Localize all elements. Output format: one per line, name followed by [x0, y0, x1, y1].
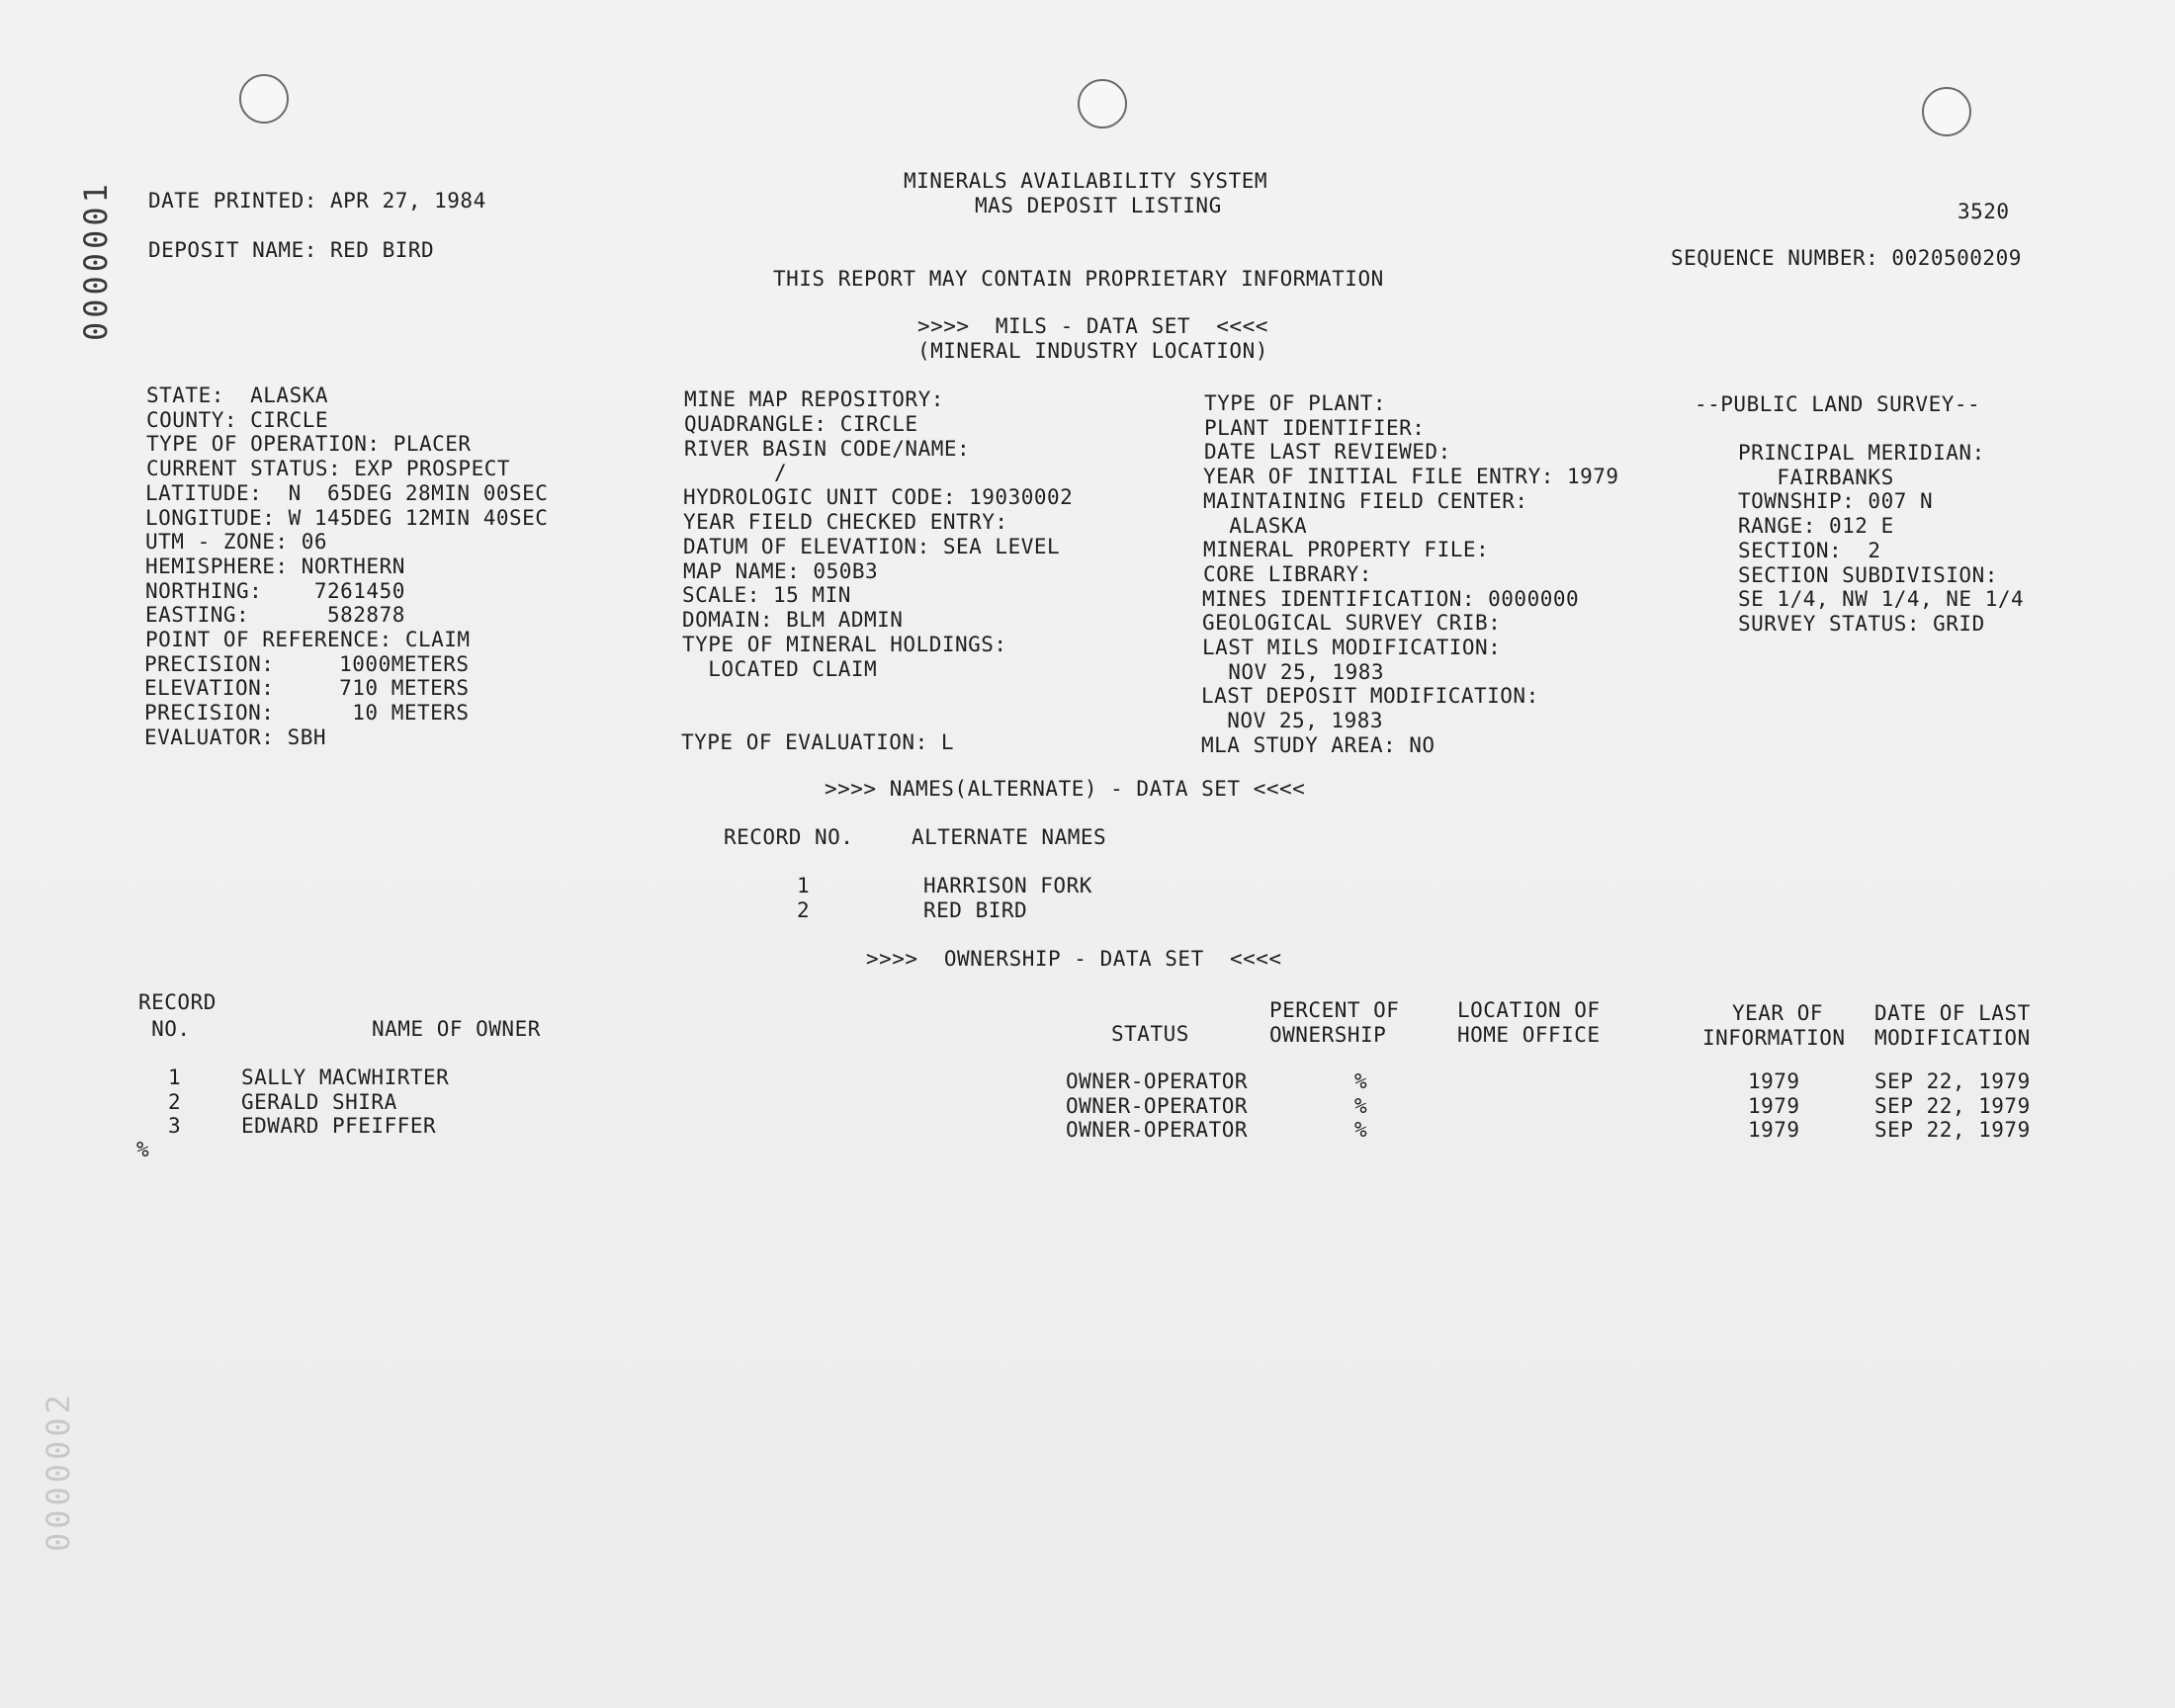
alternate-name: RED BIRD	[923, 898, 1028, 922]
mils-field-line: CURRENT STATUS: EXP PROSPECT	[146, 457, 511, 480]
mils-field-line: TYPE OF EVALUATION: L	[681, 730, 955, 754]
own-hdr-location-2: HOME OFFICE	[1457, 1023, 1601, 1047]
owner-percent: %	[1354, 1094, 1368, 1118]
mils-field-line: TYPE OF MINERAL HOLDINGS:	[682, 633, 1007, 656]
mils-field-line: TYPE OF OPERATION: PLACER	[146, 432, 472, 456]
mils-field-line: YEAR FIELD CHECKED ENTRY:	[683, 510, 1008, 534]
mils-field-line: NOV 25, 1983	[1201, 709, 1384, 732]
land-survey-line: RANGE: 012 E	[1738, 514, 1894, 538]
alternate-name: HARRISON FORK	[923, 874, 1092, 897]
mils-field-line: PRECISION: 1000METERS	[144, 652, 470, 676]
date-printed: DATE PRINTED: APR 27, 1984	[148, 189, 486, 213]
land-survey-line: SE 1/4, NW 1/4, NE 1/4	[1738, 587, 2025, 611]
land-survey-line: SECTION: 2	[1738, 539, 1881, 562]
owner-record-number: 3	[168, 1114, 182, 1138]
owner-name: GERALD SHIRA	[241, 1090, 397, 1114]
names-heading: >>>> NAMES(ALTERNATE) - DATA SET <<<<	[825, 777, 1306, 801]
mils-field-line: PLANT IDENTIFIER:	[1204, 416, 1426, 440]
mils-field-line: ALASKA	[1203, 514, 1308, 538]
punch-hole-center	[1078, 79, 1127, 128]
mils-field-line: CORE LIBRARY:	[1203, 562, 1372, 586]
owner-status: OWNER-OPERATOR	[1066, 1094, 1249, 1118]
names-col-names: ALTERNATE NAMES	[912, 825, 1107, 849]
owner-year: 1979	[1748, 1118, 1800, 1142]
proprietary-notice: THIS REPORT MAY CONTAIN PROPRIETARY INFORMATION	[773, 267, 1384, 291]
mils-field-line: MAP NAME: 050B3	[683, 559, 879, 583]
owner-modified-date: SEP 22, 1979	[1874, 1118, 2031, 1142]
ownership-footnote: %	[136, 1138, 150, 1161]
mils-field-line: LAST MILS MODIFICATION:	[1202, 636, 1502, 659]
owner-status: OWNER-OPERATOR	[1066, 1118, 1249, 1142]
owner-modified-date: SEP 22, 1979	[1874, 1094, 2031, 1118]
record-number: 1	[797, 874, 811, 897]
own-hdr-year-2: INFORMATION	[1702, 1026, 1846, 1050]
own-hdr-date-1: DATE OF LAST	[1874, 1001, 2031, 1025]
owner-record-number: 1	[168, 1066, 182, 1089]
mils-heading: >>>> MILS - DATA SET <<<<	[917, 314, 1268, 338]
mils-field-line: /	[683, 461, 788, 484]
mils-field-line: DATE LAST REVIEWED:	[1204, 440, 1451, 464]
mils-field-line: COUNTY: CIRCLE	[146, 408, 329, 432]
mils-field-line: RIVER BASIN CODE/NAME:	[684, 437, 971, 461]
mils-field-line: MLA STUDY AREA: NO	[1201, 733, 1436, 757]
mils-field-line: EASTING: 582878	[145, 603, 405, 627]
mils-field-line: ELEVATION: 710 METERS	[144, 676, 470, 700]
mils-field-line: SCALE: 15 MIN	[682, 583, 851, 607]
mils-field-line: MINE MAP REPOSITORY:	[684, 387, 944, 411]
mils-field-line: POINT OF REFERENCE: CLAIM	[145, 628, 471, 651]
names-col-record: RECORD NO.	[724, 825, 854, 849]
mils-field-line: DOMAIN: BLM ADMIN	[682, 608, 904, 632]
land-survey-line: SECTION SUBDIVISION:	[1738, 563, 1998, 587]
margin-code-bottom: 0000002	[40, 1391, 77, 1552]
mils-field-line: MAINTAINING FIELD CENTER:	[1203, 489, 1528, 513]
own-hdr-year-1: YEAR OF	[1732, 1001, 1824, 1025]
margin-code-top: 0000001	[77, 180, 115, 341]
owner-year: 1979	[1748, 1069, 1800, 1093]
deposit-name: DEPOSIT NAME: RED BIRD	[148, 238, 435, 262]
mils-field-line: DATUM OF ELEVATION: SEA LEVEL	[683, 535, 1061, 558]
owner-name: EDWARD PFEIFFER	[241, 1114, 437, 1138]
mils-field-line: QUADRANGLE: CIRCLE	[684, 412, 918, 436]
owner-year: 1979	[1748, 1094, 1800, 1118]
page-number: 3520	[1958, 200, 2010, 223]
own-hdr-record-2: NO.	[138, 1017, 191, 1041]
land-survey-line: TOWNSHIP: 007 N	[1738, 489, 1934, 513]
mils-field-line: LOCATED CLAIM	[682, 657, 878, 681]
mils-field-line: EVALUATOR: SBH	[144, 726, 327, 749]
mils-field-line: LONGITUDE: W 145DEG 12MIN 40SEC	[145, 506, 549, 530]
owner-modified-date: SEP 22, 1979	[1874, 1069, 2031, 1093]
mils-field-line: MINERAL PROPERTY FILE:	[1203, 538, 1490, 561]
owner-percent: %	[1354, 1069, 1368, 1093]
mils-field-line: PRECISION: 10 METERS	[144, 701, 470, 725]
mils-field-line: UTM - ZONE: 06	[145, 530, 328, 554]
mils-field-line: HEMISPHERE: NORTHERN	[145, 555, 405, 578]
mils-field-line: NOV 25, 1983	[1202, 660, 1385, 684]
owner-name: SALLY MACWHIRTER	[241, 1066, 450, 1089]
mils-field-line: LAST DEPOSIT MODIFICATION:	[1201, 684, 1539, 708]
mils-subheading: (MINERAL INDUSTRY LOCATION)	[917, 339, 1268, 363]
mils-field-line: STATE: ALASKA	[146, 384, 329, 407]
mils-field-line: NORTHING: 7261450	[145, 579, 405, 603]
own-hdr-owner: NAME OF OWNER	[372, 1017, 541, 1041]
listing-title: MAS DEPOSIT LISTING	[975, 194, 1222, 217]
punch-hole-left	[239, 74, 289, 124]
land-survey-line: SURVEY STATUS: GRID	[1738, 612, 1985, 636]
land-survey-line: PRINCIPAL MERIDIAN:	[1738, 441, 1985, 465]
land-survey-line: FAIRBANKS	[1738, 466, 1894, 489]
owner-status: OWNER-OPERATOR	[1066, 1069, 1249, 1093]
own-hdr-percent-1: PERCENT OF	[1269, 998, 1400, 1022]
own-hdr-record-1: RECORD	[138, 990, 217, 1014]
mils-field-line: MINES IDENTIFICATION: 0000000	[1202, 587, 1580, 611]
mils-field-line: LATITUDE: N 65DEG 28MIN 00SEC	[145, 481, 549, 505]
own-hdr-percent-2: OWNERSHIP	[1269, 1023, 1387, 1047]
mils-field-line: YEAR OF INITIAL FILE ENTRY: 1979	[1203, 465, 1619, 488]
public-land-survey-heading: --PUBLIC LAND SURVEY--	[1695, 392, 1981, 416]
own-hdr-location-1: LOCATION OF	[1457, 998, 1601, 1022]
own-hdr-status: STATUS	[1111, 1022, 1189, 1046]
record-number: 2	[797, 898, 811, 922]
owner-percent: %	[1354, 1118, 1368, 1142]
mils-field-line: HYDROLOGIC UNIT CODE: 19030002	[683, 485, 1074, 509]
own-hdr-date-2: MODIFICATION	[1874, 1026, 2031, 1050]
owner-record-number: 2	[168, 1090, 182, 1114]
system-title: MINERALS AVAILABILITY SYSTEM	[904, 169, 1268, 193]
ownership-heading: >>>> OWNERSHIP - DATA SET <<<<	[866, 947, 1282, 971]
mils-field-line: TYPE OF PLANT:	[1204, 391, 1387, 415]
punch-hole-right	[1922, 87, 1971, 136]
mils-field-line: GEOLOGICAL SURVEY CRIB:	[1202, 611, 1502, 635]
sequence-number: SEQUENCE NUMBER: 0020500209	[1671, 246, 2022, 270]
